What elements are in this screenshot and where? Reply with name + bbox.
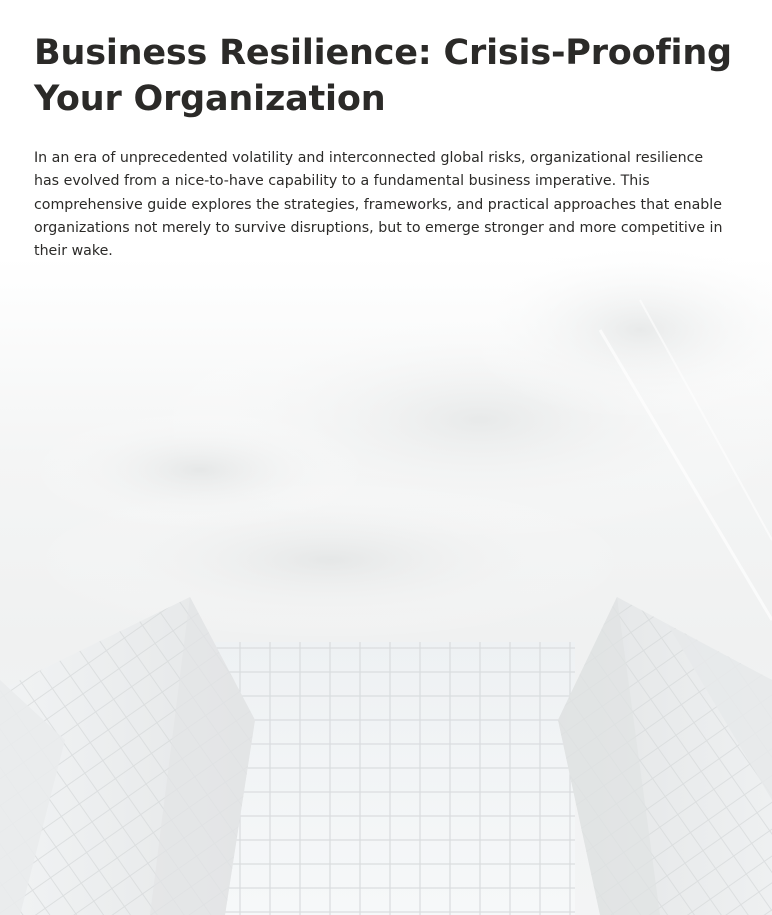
intro-paragraph: In an era of unprecedented volatility and interconnected global risks, organizational resilience has evolved from a nice-to-have capability to a fundamental business imperative. This comprehensive guide explores the strategies, frameworks, and practical approaches that enable organizations not merely to survive disruptions, but to emerge stronger and more competitive in their wake. (34, 150, 723, 260)
article-header (34, 30, 732, 263)
title-line-1: Business Resilience: Crisis-Proofing (34, 33, 732, 73)
page-title (34, 30, 732, 122)
title-line-2: Your Organization (34, 79, 386, 119)
